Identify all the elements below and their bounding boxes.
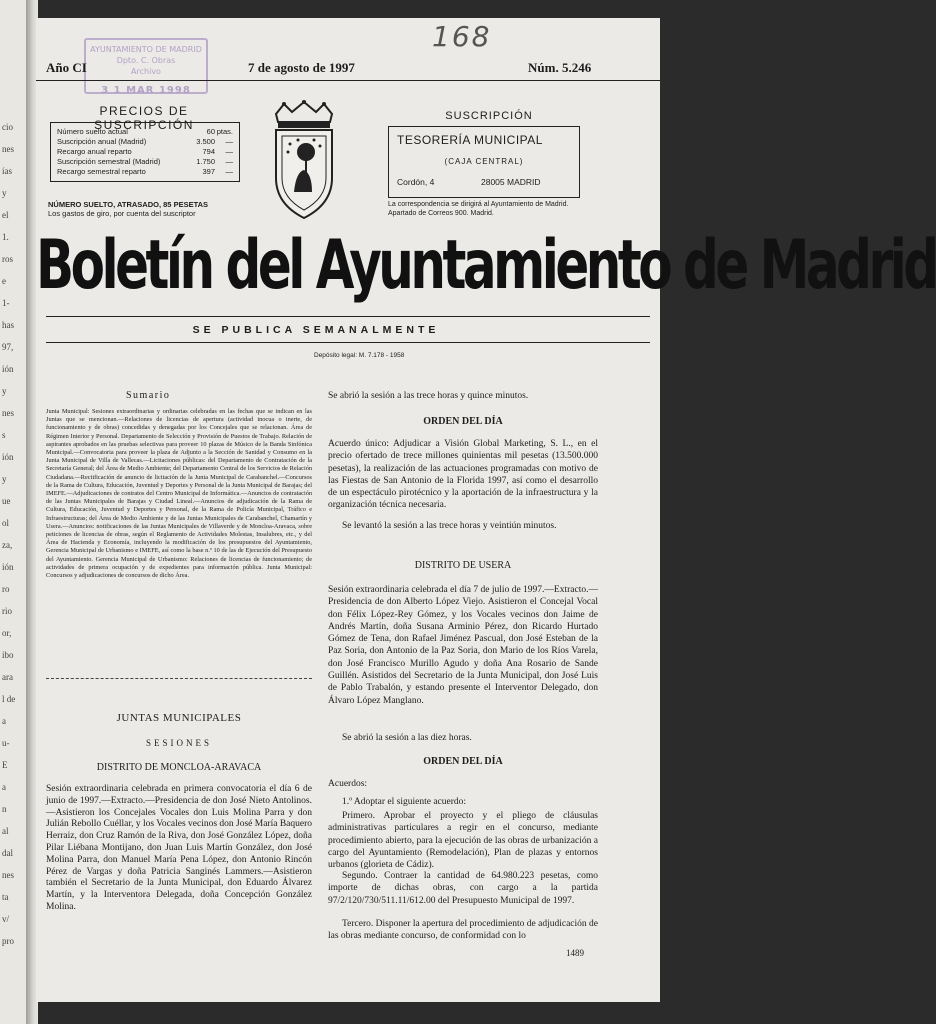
facing-page-fragment: ías [2,166,12,176]
sumario-text: Junta Municipal: Sesiones extraordinarias y ordinarias celebradas en las fechas que se indican en las Juntas que se mencionan.—Relaciones de licencias de apertura (actividad inocua o inerte, de funcionamiento y de obras) concedidas y denegadas por los Concejales que se relacionan. Área de Régimen Interior y Personal. Departamento de Selección y Provisión de Puestos de Trabajo. Relación de aspirantes aprobados en las pruebas selectivas para proveer 10 plazas de Músico de la Banda Sinfónica Municipal.—Convocatoria para proveer la plaza de Adjunto a la Sección de Sanidad y Consumo en la Junta Municipal de Villa de Vallecas.—Licitaciones públicas: del Departamento de Contratación de la Secretaría General; del Área de Medio Ambiente; del Departamento Central de los Servicios de Relación Ciudadana.—Rectificación de anuncio de licitación de la Junta Municipal de Carabanchel.—Concursos de la Rama de Cultura, Educación, Juventud y Deportes y Personal de la Junta Municipal de Barajas; del IMEFE.—Adjudicaciones de contratos del Centro Municipal de Informática.—Anuncios de contratación de las Juntas Municipales de Barajas y Ciudad Lineal.—Anuncios de adjudicación de la Rama de Cultura, Educación, Juventud y Deportes y Personal, de la Rama de Policía Municipal, Tráfico e Infraestructuras; del Área de Medio Ambiente y de las Juntas Municipales de Carabanchel, Chamartín y Usera.—Anuncios: notificaciones de las Juntas Municipales de Villaverde y de Moncloa-Aravaca, sobre peticiones de licencias de obras, según el Reglamento de Actividades Molestas, Insalubres, etc., y del Área de Hacienda y Economía, incluyendo la modificación de los presupuestos del Ayuntamiento, Gerencia Municipal de Urbanismo e IMEFE, así como la base n.º 10 de las de Ejecución del Presupuesto del Ayuntamiento. Gerencia Municipal de Urbanismo: Relaciones de licencias de funcionamiento; de actividades de primera ocupación y de expedientes para información pública. Junta Municipal: Concursos y adjudicaciones de concursos de dicho Área. [46,408,312,580]
stamp-date: 3 1 MAR 1998 [101,85,191,96]
facing-page-fragment: has [2,320,14,330]
facing-page-fragment: or, [2,628,12,638]
facing-page-fragment: ta [2,892,9,902]
facing-page-fragment: y [2,386,7,396]
facing-page-fragment: a [2,716,6,726]
moncloa-session-text: Sesión extraordinaria celebrada en primera convocatoria el día 6 de junio de 1997.—Extracto.—Presidencia de don José Nieto Antolinos.—Asistieron los Concejales Vocales don Luis Molina Parra y don Julián Rebollo Cuéllar, y los Vocales vecinos don José María Baquero Herraiz, don Cruz Ramón de la Riva, don José González López, doña Pilar Liébana Montijano, don Juan Luis Martín González, don José Molina Parra, don Manuel María Pena López, don Antonio Rincón Pérez de Vargas y doña Patricia Sanginés Lammers.—Asistieron también el Secretario de la Junta Municipal, don Eduardo Álvarez Martín, y la Interventora Delegada, doña Concepción González Molina. [46,784,313,912]
header-rule [36,80,660,81]
facing-page-fragment: e [2,276,6,286]
facing-page-edge [0,0,27,1024]
facing-page-fragment: ros [2,254,13,264]
agreement-third: Tercero. Disponer la apertura del procedimiento de adjudicación de las obras mediante concurso, de conformidad con lo [328,919,598,942]
facing-page-fragment: rio [2,606,12,616]
agreement-text: Acuerdo único: Adjudicar a Visión Global Marketing, S. L., en el precio ofertado de trece millones quinientas mil pesetas (13.500.000 pesetas), la realización de las actuaciones programadas con motivo de las Fiestas de San Antonio de la Florida 1997, así como el desarrollo de un espectáculo pirotécnico y la aportación de la infraestructura y la organización técnica necesaria. [328,439,598,511]
madrid-coat-of-arms-icon [270,100,338,222]
subscription-title: SUSCRIPCIÓN [445,110,533,122]
bulletin-page [36,18,936,1002]
year-label: Año CI [46,60,87,75]
prices-notes [48,200,208,218]
facing-page-fragment: ibo [2,650,14,660]
section-subtitle: SESIONES [145,738,212,748]
facing-page-fragment: y [2,474,7,484]
facing-page-fragment: ión [2,452,14,462]
session-open-2: Se abrió la sesión a las diez horas. [342,733,472,743]
subscription-street: Cordón, 4 [397,177,435,187]
usera-session-text: Sesión extraordinaria celebrada el día 7 de julio de 1997.—Extracto.—Presidencia de don Alberto López Viejo. Asistieron el Concejal Vocal don Félix López-Rey Gómez, y los Vocales vecinos don Jaime de Andrés Martín, doña Susana Arminio Pérez, don Ricardo Hurtado Gómez de Tena, don Rafael Jiménez Pascual, don José Esteban de la Paz Soria, don Antonio de la Paz Soria, don Mario de los Ríos Varela, don José Francisco Murillo Agudo y doña Ana Rosario de Sande Guillén. Asistidos del Secretario de la Junta Municipal, don José Luis de Pablo Trabalón, y estando presente el Interventor Delegado, don Álvaro López Manglano. [328,585,598,706]
facing-page-fragment: za, [2,540,13,550]
agreements-label: Acuerdos: [328,779,368,789]
sumario-separator [46,678,312,679]
session-open-1: Se abrió la sesión a las trece horas y quince minutos. [328,391,529,401]
masthead-rule [46,316,650,317]
facing-page-fragment: ro [2,584,10,594]
prices-note-2: Los gastos de giro, por cuenta del suscriptor [48,209,196,218]
facing-page-fragment: 97, [2,342,14,352]
agreement-second: Segundo. Contraer la cantidad de 64.980.223 pesetas, como importe de dichas obras, con cargo a la partida 97/2/120/730/511.11/612.00 del Presupuesto Municipal de 1997. [328,871,598,906]
legal-deposit: Depósito legal: M. 7.178 - 1958 [314,352,405,359]
prices-note-1: NÚMERO SUELTO, ATRASADO, 85 PESETAS [48,200,209,209]
facing-page-fragment: ión [2,364,14,374]
archive-stamp [84,38,208,94]
facing-page-fragment: n [2,804,7,814]
subscription-sub: (CAJA CENTRAL) [444,157,524,166]
facing-page-fragment: v/ [2,914,10,924]
agenda-heading-2: ORDEN DEL DÍA [423,756,503,767]
agreement-first: Primero. Aprobar el proyecto y el pliego de cláusulas administrativas particulares a regir en el concurso, mediante procedimiento abierto, para la ejecución de las obras de urbanización a cargo del Ayuntamiento (Remodelación), Plan de plazas y entornos urbanos (glorieta de Cádiz). [328,811,598,871]
facing-page-fragment: nes [2,870,14,880]
subscription-box [388,126,580,198]
section-title: JUNTAS MUNICIPALES [116,712,242,724]
issue-date: 7 de agosto de 1997 [248,60,355,75]
facing-page-fragment: y [2,188,7,198]
prices-table: Número suelto actual 60 ptas. Suscripción anual (Madrid) 3.500 — Recargo anual reparto 794 — Suscripción semestral (Madrid) 1.750 — Recargo semestral reparto 397 — [50,122,240,182]
facing-page-fragment: dal [2,848,13,858]
issue-number: Núm. 5.246 [528,60,592,75]
facing-page-fragment: s [2,430,6,440]
facing-page-fragment: 1. [2,232,9,242]
agenda-heading-1: ORDEN DEL DÍA [423,416,503,427]
facing-page-fragment: ión [2,562,14,572]
facing-page-fragment: el [2,210,9,220]
prices-title: PRECIOS DE SUSCRIPCIÓN [94,104,194,132]
facing-page-fragment: E [2,760,8,770]
session-close-1: Se levantó la sesión a las trece horas y veintiún minutos. [342,521,557,531]
facing-page-fragment: cio [2,122,13,132]
stamp-line-2: Dpto. C. Obras [116,56,176,65]
facing-page-fragment: pro [2,936,14,946]
handwritten-page-number: 168 [432,20,492,53]
facing-page-fragment: ara [2,672,13,682]
facing-page-fragment: a [2,782,6,792]
facing-page-fragment: 1- [2,298,10,308]
facing-page-fragment: l de [2,694,16,704]
subscription-office: TESORERÍA MUNICIPAL [397,133,543,147]
facing-page-fragment: ue [2,496,11,506]
district-usera-heading: DISTRITO DE USERA [414,560,512,571]
stamp-line-3: Archivo [131,67,161,76]
page-folio: 1489 [566,948,584,958]
tagline-rule [46,342,650,343]
facing-page-fragment: ol [2,518,10,528]
masthead-title: Boletín del Ayuntamiento de Madrid [36,226,936,305]
district-moncloa-heading: DISTRITO DE MONCLOA-ARAVACA [96,762,262,773]
facing-page-fragment: nes [2,408,14,418]
facing-page-fragment: al [2,826,9,836]
facing-page-fragment: u- [2,738,10,748]
sumario-title: Sumario [126,390,171,401]
stamp-line-1: AYUNTAMIENTO DE MADRID [90,45,202,54]
facing-page-fragment: nes [2,144,14,154]
correspondence-note: La correspondencia se dirigirá al Ayuntamiento de Madrid. Apartado de Correos 900. Madrid. [388,201,569,217]
subscription-city: 28005 MADRID [481,177,541,187]
tagline: SE PUBLICA SEMANALMENTE [192,324,440,336]
agreement-1: 1.º Adoptar el siguiente acuerdo: [342,797,467,807]
